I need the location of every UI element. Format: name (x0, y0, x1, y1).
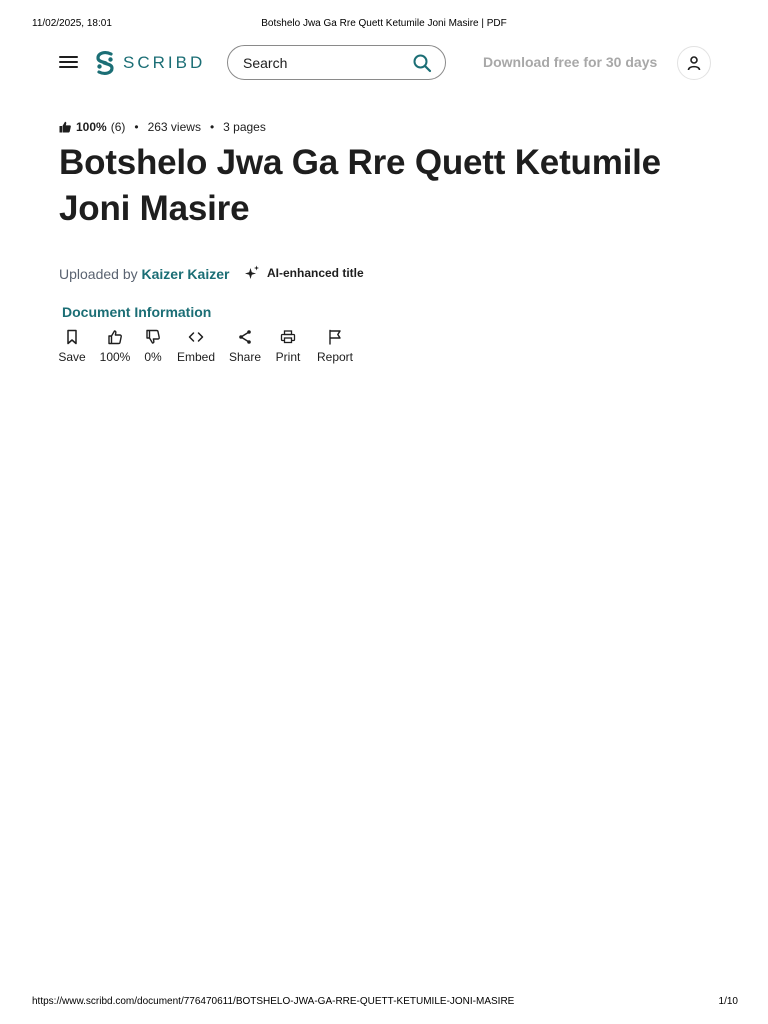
view-count: 263 views (147, 120, 201, 134)
bookmark-icon (64, 329, 80, 345)
print-button[interactable] (266, 328, 310, 368)
report-button[interactable] (310, 328, 360, 368)
thumbs-up-filled-icon (59, 121, 71, 133)
search-icon[interactable] (412, 53, 432, 73)
uploaded-by (59, 266, 229, 282)
print-icon (280, 329, 296, 345)
menu-icon-line (59, 61, 78, 63)
search-box (227, 45, 446, 80)
scribd-logo-icon (94, 50, 116, 76)
ai-enhanced-label: AI-enhanced title (267, 266, 364, 280)
rating-count: (6) (110, 120, 126, 134)
thumbs-down-icon (145, 329, 161, 345)
hamburger-menu-button[interactable] (58, 53, 80, 73)
menu-icon-line (59, 66, 78, 68)
print-footer (0, 996, 768, 1010)
print-label: Print (275, 350, 301, 364)
embed-button[interactable] (168, 328, 224, 368)
print-page-number: 1/10 (718, 996, 738, 1007)
share-icon (237, 329, 253, 345)
ai-enhanced-badge (244, 265, 364, 281)
page-count: 3 pages (223, 120, 266, 134)
menu-icon-line (59, 56, 78, 58)
search-input[interactable] (243, 55, 403, 71)
separator-dot: • (134, 120, 139, 134)
print-url: https://www.scribd.com/document/776470611/BOTSHELO-JWA-GA-RRE-QUETT-KETUMILE-JONI-MASIRE (32, 996, 515, 1007)
document-information-link[interactable]: Document Information (62, 304, 212, 320)
sparkle-icon (244, 265, 260, 281)
author-link[interactable]: Kaizer Kaizer (141, 266, 230, 282)
like-button[interactable] (92, 328, 138, 368)
like-percent-label: 100% (99, 350, 131, 364)
save-button[interactable] (52, 328, 92, 368)
download-free-trial-link[interactable]: Download free for 30 days (483, 54, 658, 70)
user-icon (686, 55, 702, 71)
uploaded-by-label: Uploaded by (59, 266, 138, 282)
document-action-bar (52, 328, 360, 368)
share-button[interactable] (224, 328, 266, 368)
print-header (0, 18, 768, 32)
save-label: Save (58, 350, 86, 364)
embed-label: Embed (176, 350, 216, 364)
separator-dot: • (209, 120, 215, 134)
account-button[interactable] (677, 46, 711, 80)
document-meta (59, 119, 266, 135)
scribd-logo[interactable] (94, 50, 205, 76)
logo-wordmark: SCRIBD (123, 53, 206, 72)
report-label: Report (316, 350, 354, 364)
print-timestamp: 11/02/2025, 18:01 (32, 18, 112, 29)
thumbs-up-icon (107, 329, 123, 345)
document-title: Botshelo Jwa Ga Rre Quett Ketumile Joni Masire (59, 143, 661, 228)
dislike-percent-label: 0% (144, 350, 162, 364)
flag-icon (327, 329, 343, 345)
print-page-title: Botshelo Jwa Ga Rre Quett Ketumile Joni Masire | PDF (261, 18, 507, 29)
top-navigation-bar (0, 44, 768, 82)
share-label: Share (228, 350, 262, 364)
rating-percent: 100% (76, 120, 107, 134)
dislike-button[interactable] (138, 328, 168, 368)
code-icon (188, 329, 204, 345)
